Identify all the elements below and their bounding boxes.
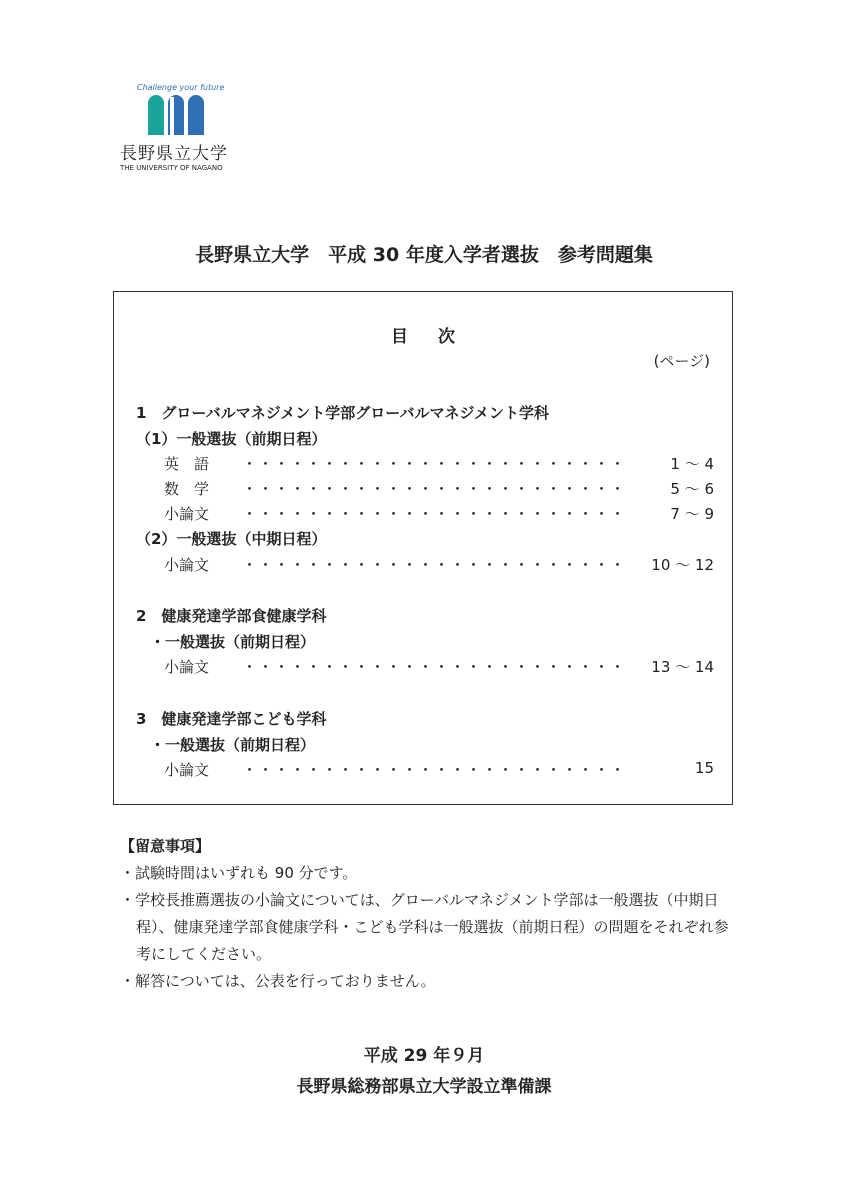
toc-entry: [164, 759, 714, 781]
dot-leader: ・・・・・・・・・・・・・・・・・・・・・・・・: [242, 505, 627, 523]
toc-entry: [164, 478, 714, 500]
university-logo: [120, 80, 260, 180]
toc-entry: [164, 656, 714, 678]
subsection-title: （2）一般選抜（中期日程）: [136, 530, 327, 548]
logo-name-en: THE UNIVERSITY OF NAGANO: [120, 164, 223, 172]
dot-leader: ・・・・・・・・・・・・・・・・・・・・・・・・: [242, 658, 627, 676]
section-title: 3 健康発達学部こども学科: [136, 710, 327, 728]
section-title: 2 健康発達学部食健康学科: [136, 607, 327, 625]
subsection-title: ・一般選抜（前期日程）: [150, 633, 316, 651]
table-of-contents: [113, 291, 733, 805]
page-column-note: (ページ): [653, 352, 710, 370]
subsection-title: （1）一般選抜（前期日程）: [136, 430, 327, 448]
entry-subject: 小論文: [164, 556, 210, 574]
note-item: ・学校長推薦選抜の小論文については、グローバルマネジメント学部は一般選抜（中期日程）、健康発達学部食健康学科・こども学科は一般選抜（前期日程）の問題をそれぞれ参考にしてください。: [120, 891, 729, 963]
entry-subject: 英 語: [164, 455, 210, 473]
toc-entry: [164, 554, 714, 576]
logo-mark-icon: [148, 95, 210, 135]
notes-heading: 【留意事項】: [120, 837, 211, 855]
dot-leader: ・・・・・・・・・・・・・・・・・・・・・・・・: [242, 455, 627, 473]
toc-heading: 目次: [391, 327, 485, 347]
section-title: 1 グローバルマネジメント学部グローバルマネジメント学科: [136, 404, 550, 422]
document-title: 長野県立大学 平成 30 年度入学者選抜 参考問題集: [195, 244, 653, 266]
entry-pages: 13 ～ 14: [651, 658, 714, 676]
issuer: 長野県総務部県立大学設立準備課: [296, 1077, 552, 1097]
dot-leader: ・・・・・・・・・・・・・・・・・・・・・・・・: [242, 480, 627, 498]
note-item: ・試験時間はいずれも 90 分です。: [120, 864, 358, 882]
entry-pages: 15: [694, 759, 714, 777]
entry-subject: 小論文: [164, 761, 210, 779]
notes-section: [120, 833, 740, 995]
entry-subject: 小論文: [164, 658, 210, 676]
toc-entry: [164, 453, 714, 475]
entry-pages: 5 ～ 6: [670, 480, 714, 498]
entry-pages: 10 ～ 12: [651, 556, 714, 574]
subsection-title: ・一般選抜（前期日程）: [150, 736, 316, 754]
logo-tagline: Challenge your future: [137, 83, 225, 92]
toc-entry: [164, 503, 714, 525]
dot-leader: ・・・・・・・・・・・・・・・・・・・・・・・・: [242, 761, 627, 779]
entry-subject: 小論文: [164, 505, 210, 523]
logo-name-jp: 長野県立大学: [120, 144, 228, 164]
entry-pages: 7 ～ 9: [670, 505, 714, 523]
issue-date: 平成 29 年９月: [363, 1046, 485, 1066]
entry-subject: 数 学: [164, 480, 210, 498]
dot-leader: ・・・・・・・・・・・・・・・・・・・・・・・・: [242, 556, 627, 574]
entry-pages: 1 ～ 4: [670, 455, 714, 473]
note-item: ・解答については、公表を行っておりません。: [120, 972, 436, 990]
